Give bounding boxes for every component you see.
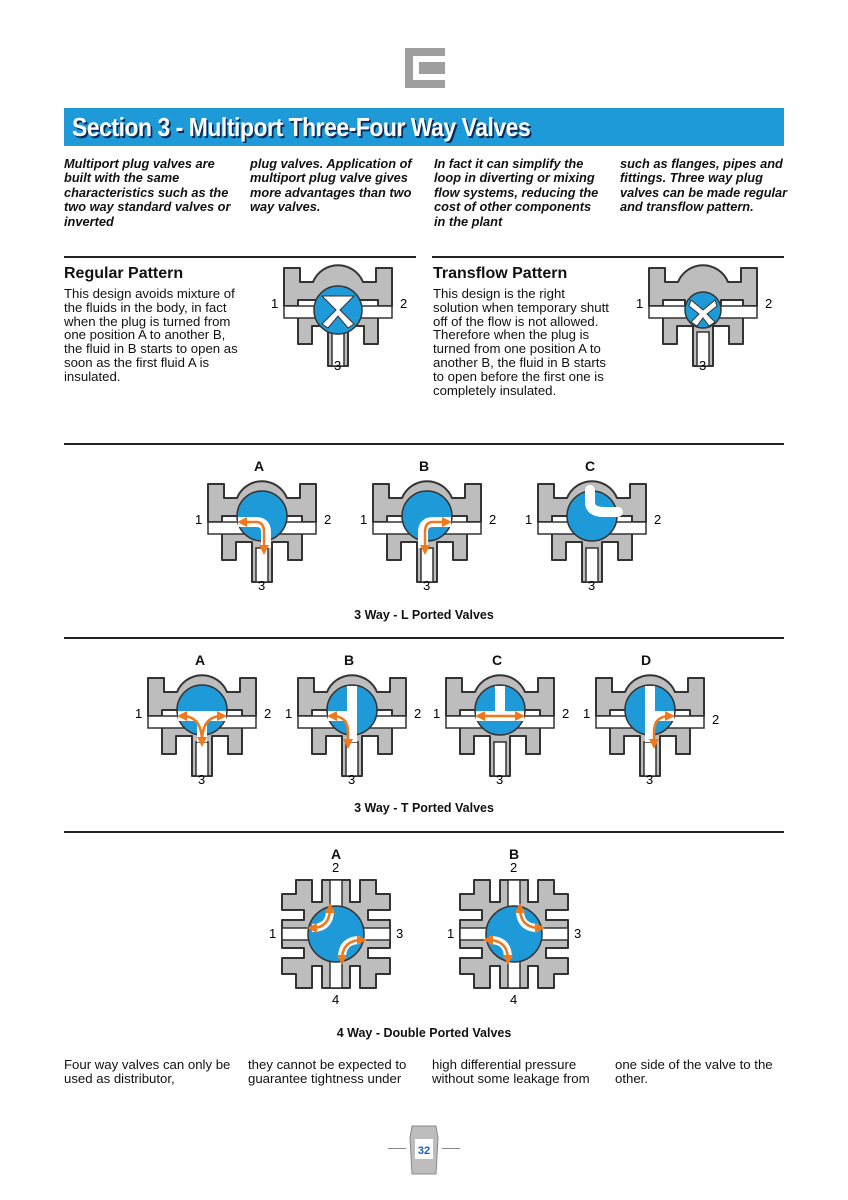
port-label: 1 — [285, 706, 293, 721]
port-label: 1 — [636, 296, 644, 311]
port-label: 1 — [271, 296, 279, 311]
divider — [432, 256, 784, 258]
port-label: 3 — [198, 772, 206, 787]
regular-pattern-text: This design avoids mixture of the fluids in the body, in fact when the plug is turned from one position A to another B, the fluid in B starts to open as soon as the first fluid A is insulated. — [64, 286, 238, 384]
port-label: 2 — [562, 706, 570, 721]
valve-position-label: B — [418, 458, 430, 474]
port-label: 3 — [574, 926, 582, 941]
port-label: 1 — [135, 706, 143, 721]
port-label: 1 — [583, 706, 591, 721]
footer-column-3: high differential pressure without some leakage from — [432, 1057, 590, 1086]
port-label: 3 — [258, 578, 266, 593]
footer-column-1: Four way valves can only be used as distributor, — [64, 1057, 231, 1086]
t-ported-valve-d — [580, 672, 720, 787]
valve-position-label: C — [584, 458, 596, 474]
t-ported-valve-b — [282, 672, 422, 787]
intro-column-1: Multiport plug valves are built with the same characteristics such as the two way standard valves or inverted — [64, 156, 231, 229]
port-label: 1 — [447, 926, 455, 941]
t-ported-caption: 3 Way - T Ported Valves — [354, 801, 494, 815]
valve-position-label: A — [330, 846, 342, 862]
port-label: 1 — [195, 512, 203, 527]
port-label: 1 — [360, 512, 368, 527]
port-label: 2 — [765, 296, 773, 311]
divider — [64, 831, 784, 833]
valve-position-label: C — [491, 652, 503, 668]
port-label: 2 — [654, 512, 662, 527]
valve-position-label: A — [253, 458, 265, 474]
page-number-line — [442, 1148, 460, 1149]
port-label: 2 — [510, 862, 518, 875]
t-ported-valve-c — [430, 672, 570, 787]
four-way-valve-b — [444, 862, 584, 1012]
l-ported-caption: 3 Way - L Ported Valves — [354, 608, 494, 622]
regular-pattern-valve — [268, 262, 408, 372]
l-ported-valve-a — [192, 478, 332, 593]
intro-column-2: plug valves. Application of multiport plug valve gives more advantages than two way valves. — [250, 156, 412, 215]
four-way-caption: 4 Way - Double Ported Valves — [336, 1026, 512, 1040]
port-label: 3 — [334, 358, 342, 372]
t-ported-valve-a — [132, 672, 272, 787]
port-label: 2 — [712, 712, 720, 727]
port-label: 4 — [332, 992, 340, 1007]
company-logo — [405, 48, 445, 88]
page-number: 32 — [417, 1145, 431, 1157]
port-label: 2 — [324, 512, 332, 527]
valve-position-label: B — [508, 846, 520, 862]
footer-column-4: one side of the valve to the other. — [615, 1057, 773, 1086]
intro-column-4: such as flanges, pipes and fittings. Three way plug valves can be made regular and transflow pattern. — [620, 156, 788, 215]
valve-position-label: D — [640, 652, 652, 668]
port-label: 3 — [588, 578, 596, 593]
port-label: 1 — [433, 706, 441, 721]
l-ported-valve-b — [357, 478, 497, 593]
page-number-tab — [408, 1124, 440, 1176]
divider — [64, 256, 416, 258]
port-label: 2 — [400, 296, 408, 311]
port-label: 3 — [396, 926, 404, 941]
port-label: 3 — [496, 772, 504, 787]
divider — [64, 443, 784, 445]
section-title: Section 3 - Multiport Three-Four Way Valves — [72, 112, 531, 142]
port-label: 1 — [525, 512, 533, 527]
transflow-pattern-valve — [633, 262, 773, 372]
port-label: 1 — [269, 926, 277, 941]
transflow-pattern-text: This design is the right solution when temporary shutt off of the flow is not allowed. Therefore when the plug is turned from one position A to another B, the fluid in B starts to open before the first one is completely insulated. — [433, 286, 609, 398]
page-number-line — [388, 1148, 406, 1149]
port-label: 3 — [699, 358, 707, 372]
port-label: 2 — [264, 706, 272, 721]
port-label: 3 — [423, 578, 431, 593]
regular-pattern-heading: Regular Pattern — [64, 265, 184, 282]
valve-position-label: A — [194, 652, 206, 668]
port-label: 2 — [414, 706, 422, 721]
port-label: 3 — [646, 772, 654, 787]
four-way-valve-a — [266, 862, 406, 1012]
port-label: 3 — [348, 772, 356, 787]
divider — [64, 637, 784, 639]
port-label: 4 — [510, 992, 518, 1007]
port-label: 2 — [332, 862, 340, 875]
l-ported-valve-c — [522, 478, 662, 593]
intro-column-3: In fact it can simplify the loop in diverting or mixing flow systems, reducing the cost of other components in the plant — [434, 156, 599, 229]
port-label: 2 — [489, 512, 497, 527]
footer-column-2: they cannot be expected to guarantee tightness under — [248, 1057, 407, 1086]
valve-position-label: B — [343, 652, 355, 668]
transflow-pattern-heading: Transflow Pattern — [433, 265, 568, 282]
